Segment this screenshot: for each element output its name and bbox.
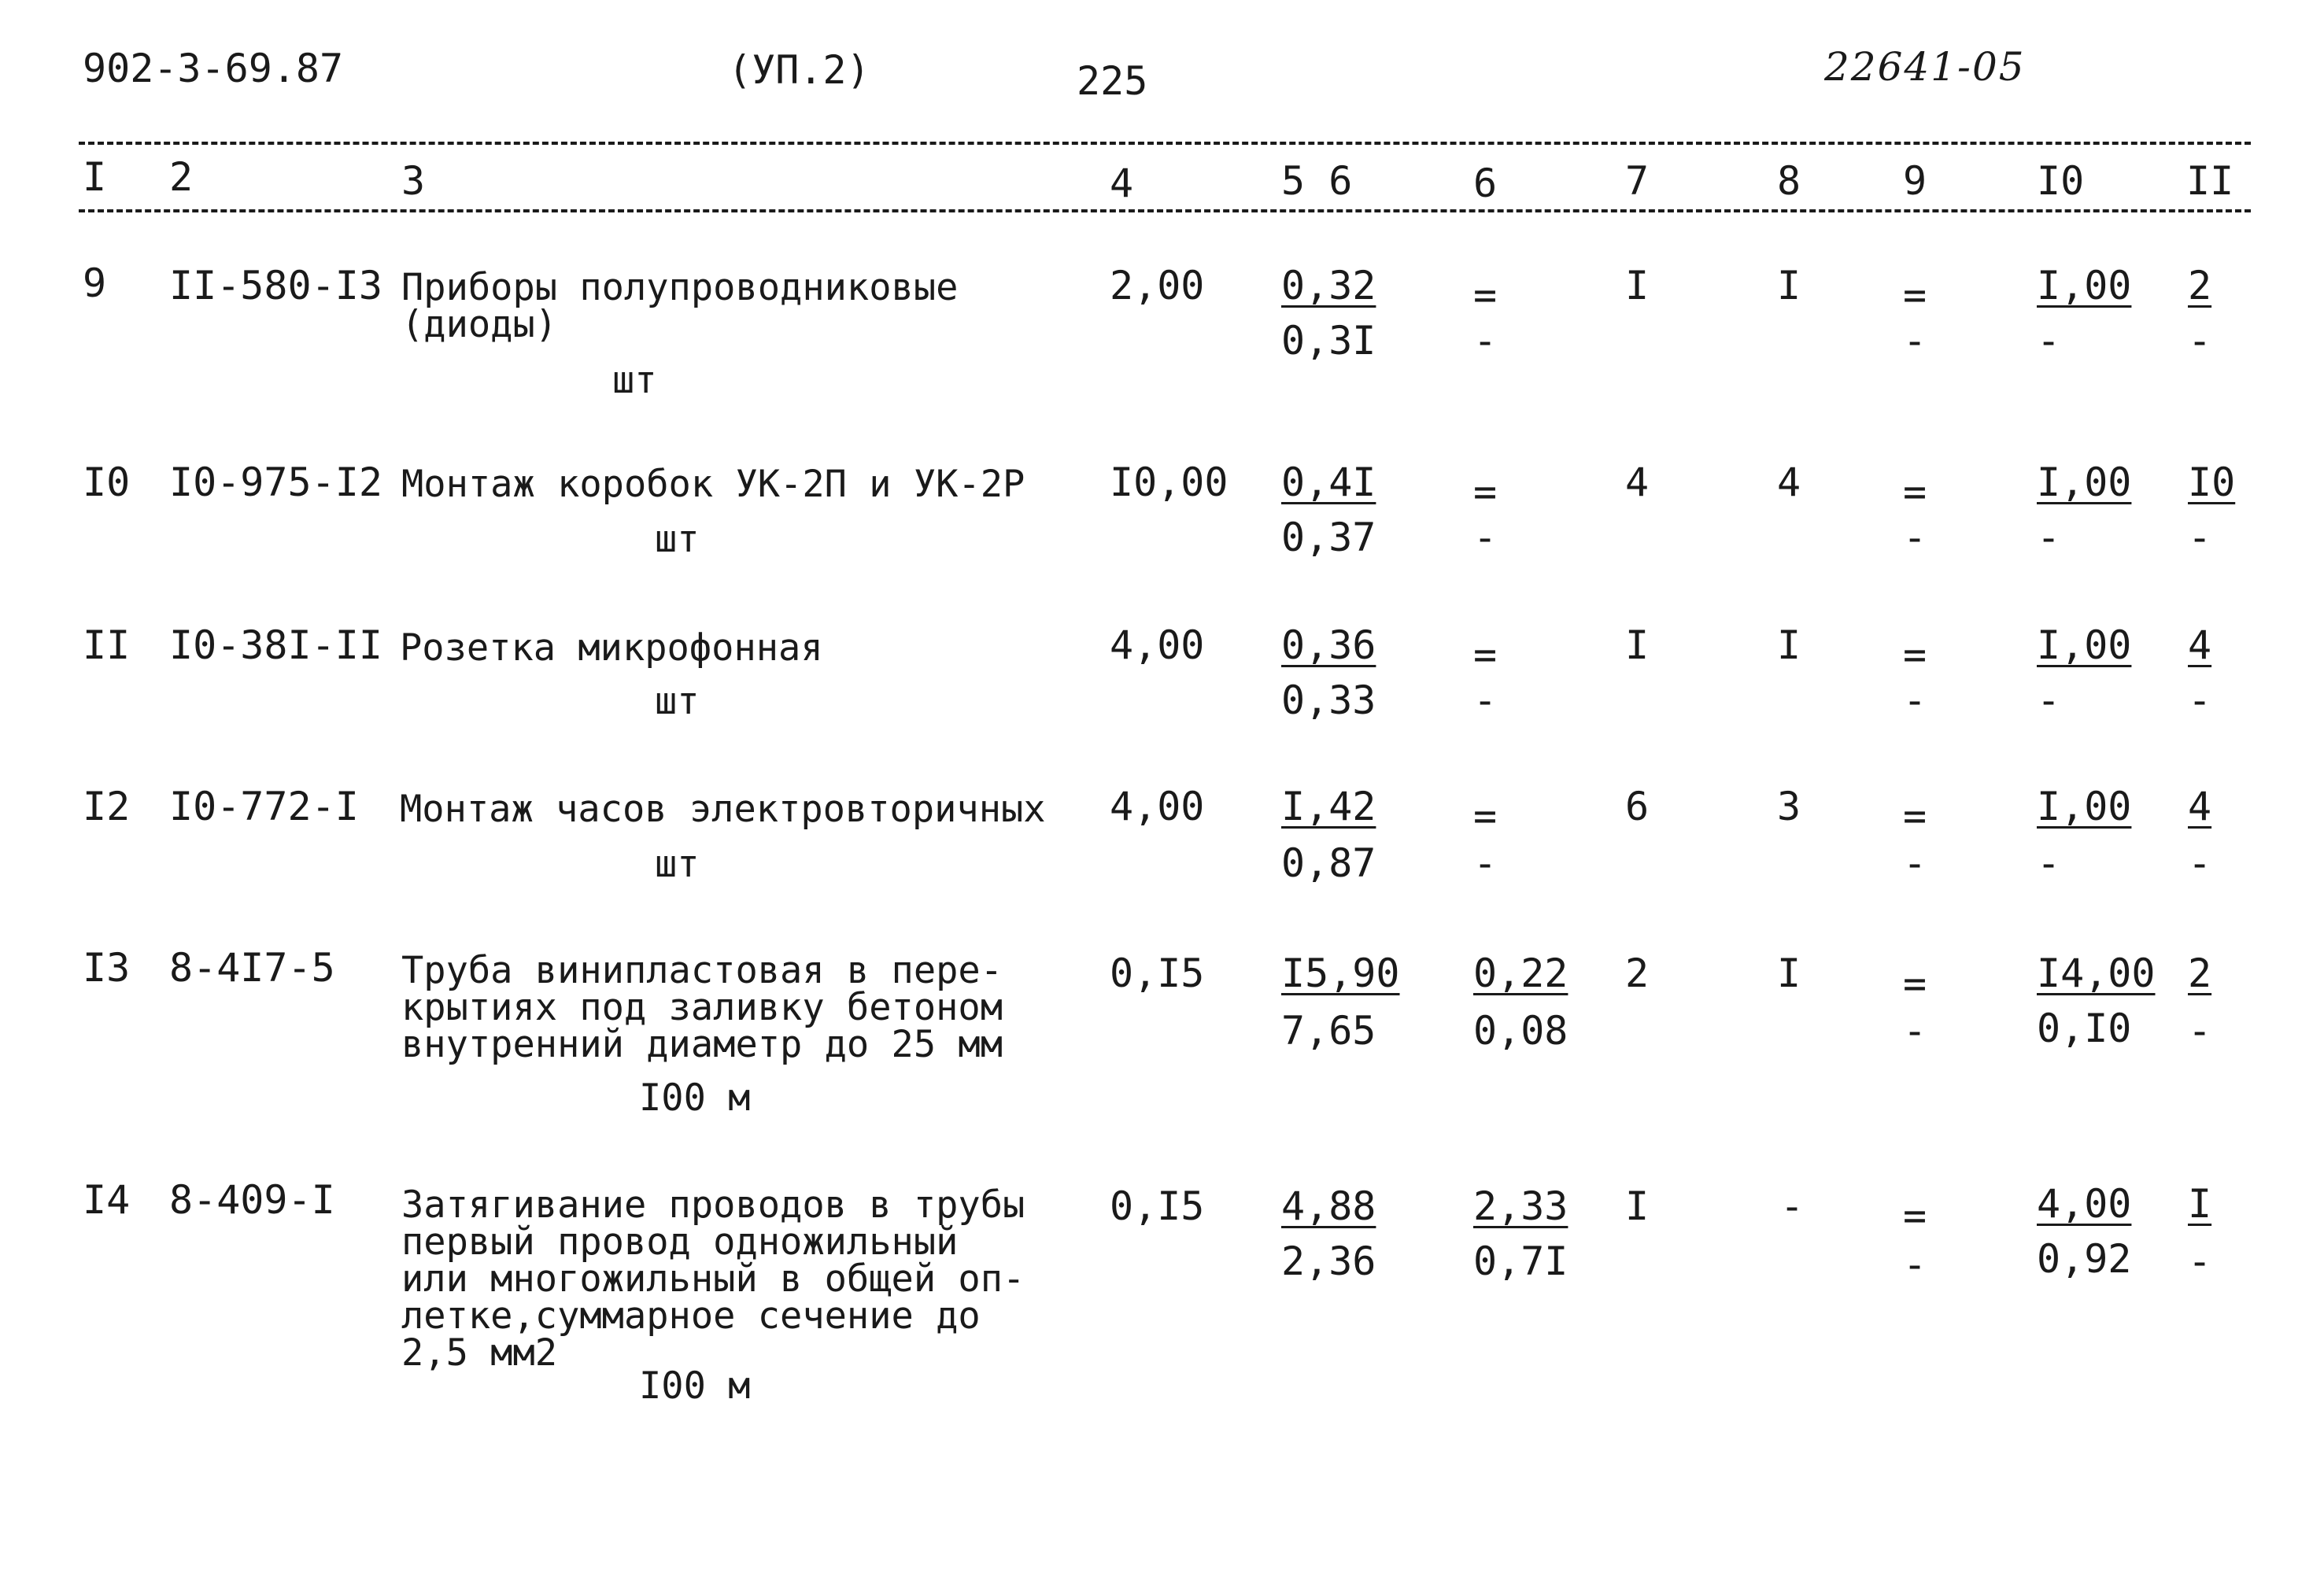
- cost-top: 4,88: [1281, 1183, 1376, 1229]
- row-number: II: [83, 622, 131, 668]
- quantity: I0,00: [1110, 460, 1229, 505]
- col7-value: I: [1625, 263, 1650, 308]
- col10-bottom: 0,I0: [2037, 1006, 2132, 1051]
- inventory-number: 22641-05: [1824, 44, 2026, 90]
- col10-top: I4,00: [2037, 951, 2156, 996]
- column-header: 2: [169, 154, 194, 200]
- column-header: 5 6: [1281, 158, 1353, 204]
- col6-bottom: 0,7I: [1473, 1239, 1568, 1284]
- norm-code: I0-975-I2: [169, 460, 382, 505]
- unit-of-measure: шт: [655, 518, 700, 561]
- col9-bottom: -: [1903, 1242, 1927, 1287]
- col10-bottom: -: [2037, 677, 2061, 723]
- column-header: 7: [1625, 158, 1650, 204]
- col6-top: =: [1473, 469, 1498, 515]
- quantity: 4,00: [1110, 784, 1205, 829]
- col11-bottom: -: [2188, 515, 2212, 560]
- row-number: I0: [83, 460, 131, 505]
- row-number: I3: [83, 945, 131, 991]
- unit-of-measure: I00 м: [639, 1364, 751, 1408]
- column-header: 6: [1473, 161, 1498, 206]
- norm-code: I0-772-I: [169, 784, 359, 829]
- col7-value: 2: [1625, 951, 1650, 996]
- col9-bottom: -: [1903, 677, 1927, 723]
- col10-bottom: 0,92: [2037, 1236, 2132, 1282]
- col9-top: =: [1903, 1193, 1927, 1239]
- column-header: I0: [2037, 158, 2085, 204]
- col10-bottom: -: [2037, 318, 2061, 364]
- col10-bottom: -: [2037, 515, 2061, 560]
- cost-top: I,42: [1281, 784, 1376, 829]
- col10-top: 4,00: [2037, 1181, 2132, 1227]
- col9-bottom: -: [1903, 1008, 1927, 1054]
- column-header: II: [2186, 158, 2234, 204]
- col9-bottom: -: [1903, 515, 1927, 560]
- cost-bottom: 0,87: [1281, 840, 1376, 886]
- col7-value: 6: [1625, 784, 1650, 829]
- col9-top: =: [1903, 793, 1927, 839]
- col8-value: -: [1780, 1183, 1805, 1229]
- quantity: 0,I5: [1110, 1183, 1205, 1229]
- col11-top: 4: [2188, 784, 2212, 829]
- col8-value: 4: [1777, 460, 1801, 505]
- col6-bottom: -: [1473, 515, 1498, 560]
- row-number: 9: [83, 260, 107, 306]
- col10-top: I,00: [2037, 622, 2132, 668]
- row-number: I2: [83, 784, 131, 829]
- unit-of-measure: шт: [655, 843, 700, 886]
- unit-of-measure: I00 м: [639, 1076, 751, 1120]
- column-header: 4: [1110, 161, 1134, 206]
- col11-bottom: -: [2188, 1008, 2212, 1054]
- col9-top: =: [1903, 961, 1927, 1006]
- col6-top: =: [1473, 632, 1498, 677]
- document-code: 902-3-69.87: [83, 46, 344, 91]
- col6-bottom: -: [1473, 677, 1498, 723]
- cost-top: 0,4I: [1281, 460, 1376, 505]
- cost-bottom: 0,33: [1281, 677, 1376, 723]
- work-description: Труба винипластовая в пере- крытиях под заливку бетоном внутренний диаметр до 25 мм: [401, 949, 1003, 1066]
- col6-top: =: [1473, 793, 1498, 839]
- cost-bottom: 2,36: [1281, 1239, 1376, 1284]
- work-description: Розетка микрофонная: [400, 626, 823, 670]
- col11-bottom: -: [2188, 840, 2212, 886]
- cost-top: I5,90: [1281, 951, 1400, 996]
- column-header: 8: [1777, 158, 1801, 204]
- col11-top: 2: [2188, 951, 2212, 996]
- norm-code: I0-38I-II: [169, 622, 382, 668]
- cost-bottom: 0,3I: [1281, 318, 1376, 364]
- page-number: 225: [1077, 58, 1148, 104]
- norm-code: 8-409-I: [169, 1177, 335, 1223]
- col8-value: I: [1777, 263, 1801, 308]
- column-header: 9: [1903, 158, 1927, 204]
- col9-top: =: [1903, 632, 1927, 677]
- col6-top: 2,33: [1473, 1183, 1568, 1229]
- col11-top: 2: [2188, 263, 2212, 308]
- col10-bottom: -: [2037, 840, 2061, 886]
- col6-bottom: -: [1473, 840, 1498, 886]
- col6-bottom: 0,08: [1473, 1008, 1568, 1054]
- header-rule-top: [79, 142, 2251, 145]
- col11-bottom: -: [2188, 318, 2212, 364]
- cost-bottom: 0,37: [1281, 515, 1376, 560]
- col11-top: 4: [2188, 622, 2212, 668]
- work-description: Приборы полупроводниковые (диоды): [401, 266, 959, 346]
- norm-code: 8-4I7-5: [169, 945, 335, 991]
- col11-top: I: [2188, 1181, 2212, 1227]
- col9-top: =: [1903, 469, 1927, 515]
- column-header: I: [83, 154, 107, 200]
- row-number: I4: [83, 1177, 131, 1223]
- norm-code: II-580-I3: [169, 263, 382, 308]
- col8-value: I: [1777, 622, 1801, 668]
- album-number: (УП.2): [728, 47, 870, 93]
- col7-value: I: [1625, 622, 1650, 668]
- col9-bottom: -: [1903, 840, 1927, 886]
- col11-bottom: -: [2188, 1239, 2212, 1284]
- col10-top: I,00: [2037, 263, 2132, 308]
- col6-top: 0,22: [1473, 951, 1568, 996]
- unit-of-measure: шт: [612, 359, 657, 402]
- col6-top: =: [1473, 272, 1498, 318]
- work-description: Монтаж коробок УК-2П и УК-2Р: [401, 463, 1025, 506]
- quantity: 2,00: [1110, 263, 1205, 308]
- col9-top: =: [1903, 272, 1927, 318]
- col10-top: I,00: [2037, 784, 2132, 829]
- quantity: 4,00: [1110, 622, 1205, 668]
- col8-value: 3: [1777, 784, 1801, 829]
- quantity: 0,I5: [1110, 951, 1205, 996]
- column-header: 3: [401, 158, 426, 204]
- cost-top: 0,36: [1281, 622, 1376, 668]
- work-description: Монтаж часов электровторичных: [400, 788, 1046, 831]
- col11-top: I0: [2188, 460, 2236, 505]
- col7-value: 4: [1625, 460, 1650, 505]
- header-rule-bottom: [79, 209, 2251, 212]
- col10-top: I,00: [2037, 460, 2132, 505]
- col7-value: I: [1625, 1183, 1650, 1229]
- unit-of-measure: шт: [655, 680, 700, 723]
- cost-top: 0,32: [1281, 263, 1376, 308]
- work-description: Затягивание проводов в трубы первый провод одножильный или многожильный в общей оп- летке,суммарное сечение до 2,5 мм2: [401, 1183, 1025, 1375]
- col9-bottom: -: [1903, 318, 1927, 364]
- col6-bottom: -: [1473, 318, 1498, 364]
- cost-bottom: 7,65: [1281, 1008, 1376, 1054]
- col11-bottom: -: [2188, 677, 2212, 723]
- col8-value: I: [1777, 951, 1801, 996]
